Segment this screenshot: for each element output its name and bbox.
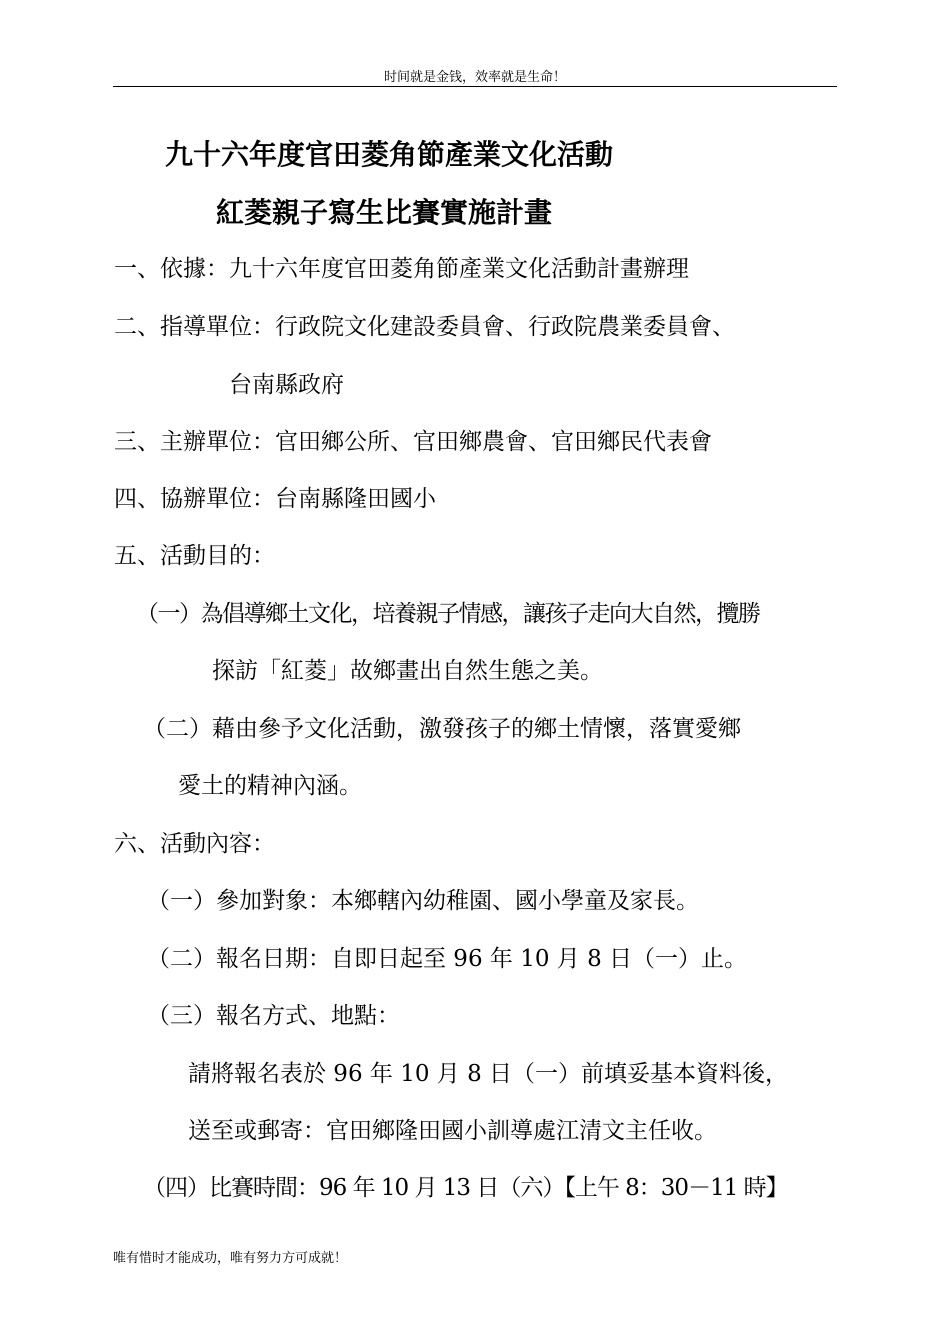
content-item-registration-method: （三）報名方式、地點：: [147, 1003, 400, 1029]
content-item-competition-time: （四）比賽時間：96 年 10 月 13 日（六）【上午 8：30－11 時】: [143, 1175, 788, 1201]
content-item-participants: （一）參加對象：本鄉轄內幼稚園、國小學童及家長。: [147, 888, 699, 914]
registration-instructions: 請將報名表於 96 年 10 月 8 日（一）前填妥基本資料後，: [188, 1061, 789, 1087]
header-divider: [113, 86, 837, 87]
purpose-item-2: （二）藉由參予文化活動，激發孩子的鄉土情懷，落實愛鄉: [143, 716, 741, 742]
page-footer: 唯有惜时才能成功，唯有努力方可成就！: [113, 1251, 348, 1266]
content-item-registration-date: （二）報名日期：自即日起至 96 年 10 月 8 日（一）止。: [147, 946, 748, 972]
document-title-line-2: 紅菱親子寫生比賽實施計畫: [216, 196, 553, 229]
section-supervising-units: 二、指導單位：行政院文化建設委員會、行政院農業委員會、: [114, 314, 735, 340]
purpose-item-1: （一）為倡導鄉土文化，培養親子情感，讓孩子走向大自然，攬勝: [136, 601, 760, 627]
section-supervising-units-cont: 台南縣政府: [229, 372, 344, 398]
section-content-heading: 六、活動內容：: [114, 831, 275, 857]
purpose-item-1-cont: 探訪「紅菱」故鄉畫出自然生態之美。: [212, 658, 603, 684]
document-title-line-1: 九十六年度官田菱角節產業文化活動: [165, 138, 614, 171]
section-basis: 一、依據：九十六年度官田菱角節產業文化活動計畫辦理: [114, 256, 689, 282]
page-header: 时间就是金钱，效率就是生命！: [383, 70, 566, 85]
section-organizers: 三、主辦單位：官田鄉公所、官田鄉農會、官田鄉民代表會: [114, 429, 712, 455]
section-purpose-heading: 五、活動目的：: [114, 543, 275, 569]
section-co-organizers: 四、協辦單位：台南縣隆田國小: [114, 486, 436, 512]
registration-instructions-cont: 送至或郵寄：官田鄉隆田國小訓導處江清文主任收。: [188, 1118, 717, 1144]
purpose-item-2-cont: 愛土的精神內涵。: [178, 773, 362, 799]
